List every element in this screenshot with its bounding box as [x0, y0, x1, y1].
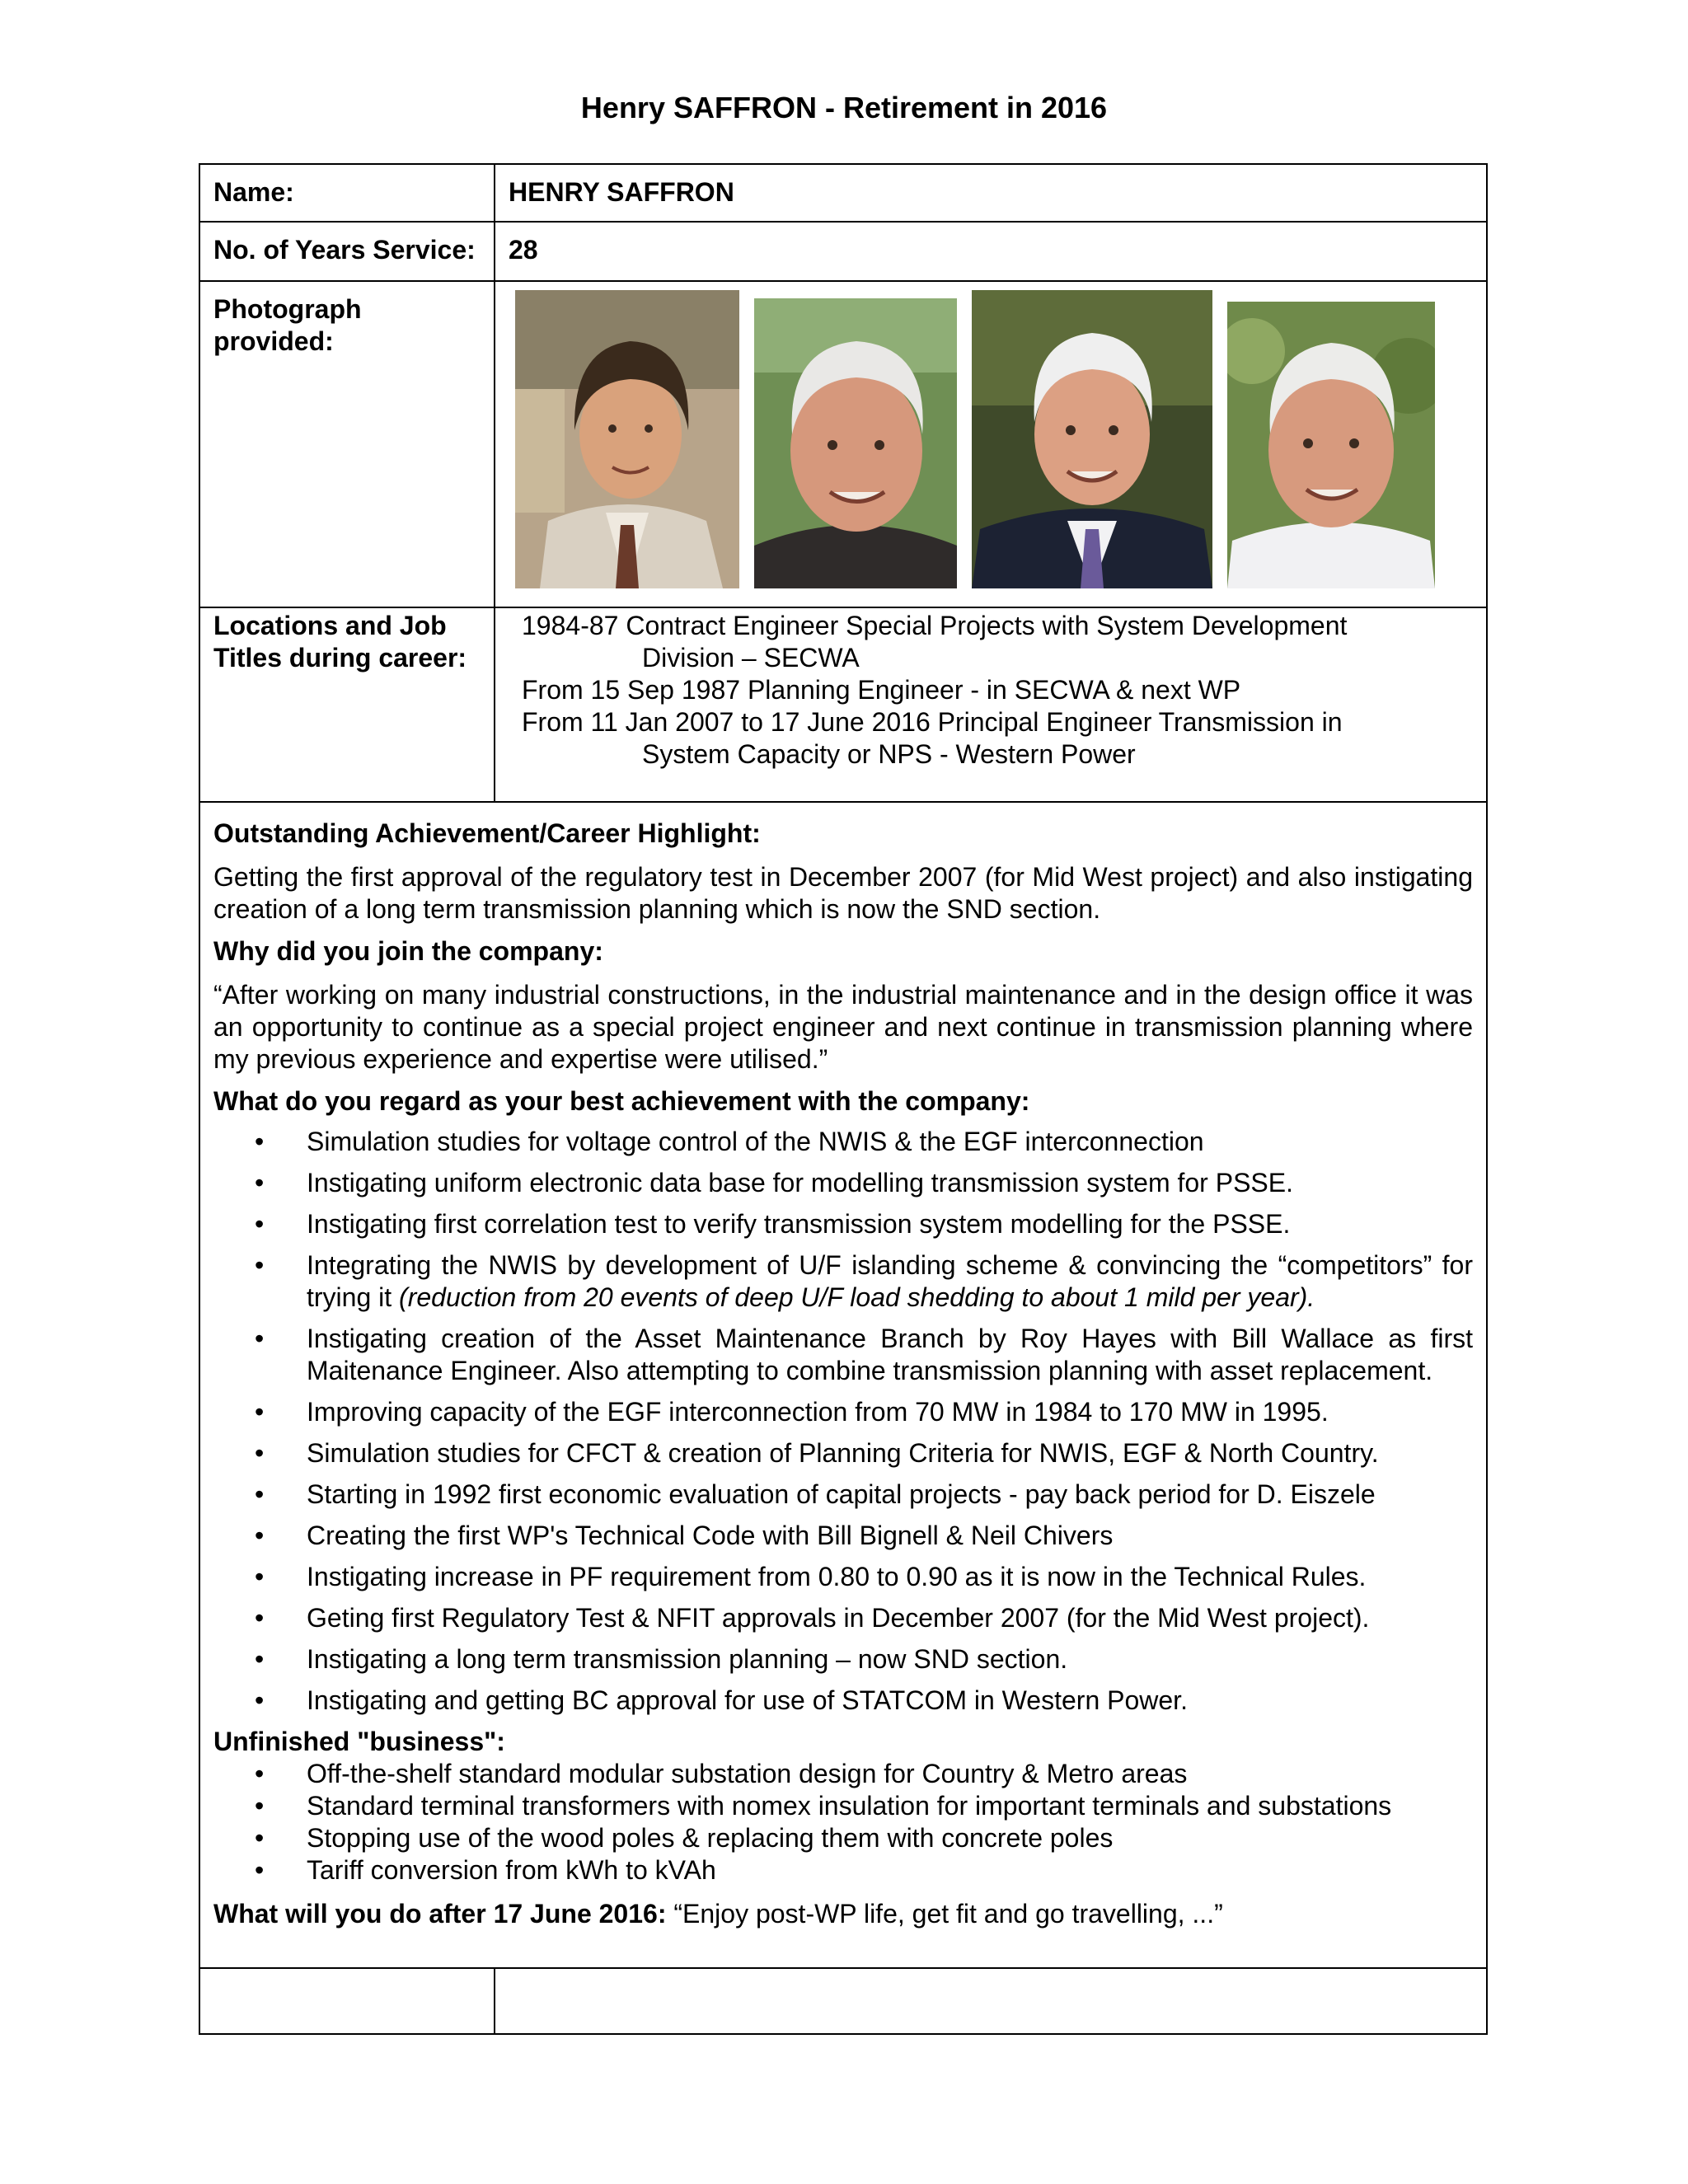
- page-title: Henry SAFFRON - Retirement in 2016: [580, 91, 1108, 124]
- list-item: • Instigating creation of the Asset Maintenance Branch by Roy Hayes with Bill Wallace as first Maitenance Engineer. Also attempting to combine transmission planning with asset replacement.: [213, 1323, 1473, 1387]
- list-item: • Off-the-shelf standard modular substation design for Country & Metro areas: [213, 1758, 1473, 1790]
- after-label: What will you do after 17 June 2016:: [213, 1899, 667, 1929]
- empty-cell-left: [199, 1968, 495, 2034]
- location-line: 1984-87 Contract Engineer Special Projects with System Development: [522, 611, 1348, 640]
- locations-value: [495, 607, 1487, 802]
- portrait-photo-3: [972, 290, 1212, 588]
- unfinished-list: [213, 1758, 1473, 1886]
- years-label: No. of Years Service:: [199, 222, 495, 281]
- location-line: From 11 Jan 2007 to 17 June 2016 Principal Engineer Transmission in: [522, 707, 1343, 737]
- list-item: • Geting first Regulatory Test & NFIT approvals in December 2007 (for the Mid West project).: [213, 1602, 1473, 1634]
- list-item: • Instigating first correlation test to verify transmission system modelling for the PSSE.: [213, 1208, 1473, 1240]
- name-value: HENRY SAFFRON: [495, 164, 1487, 222]
- unfinished-heading: Unfinished "business":: [213, 1727, 505, 1756]
- locations-row: [199, 607, 1487, 802]
- location-line: From 15 Sep 1987 Planning Engineer - in SECWA & next WP: [522, 675, 1241, 705]
- highlight-heading: Outstanding Achievement/Career Highlight:: [213, 818, 761, 848]
- best-heading: What do you regard as your best achievement with the company:: [213, 1086, 1030, 1116]
- list-item: • Instigating a long term transmission planning – now SND section.: [213, 1643, 1473, 1675]
- photo-cell: [495, 281, 1487, 607]
- location-line: System Capacity or NPS - Western Power: [642, 739, 1136, 769]
- locations-label-line-1: Locations and Job: [213, 611, 447, 640]
- photo-strip: [515, 290, 1473, 588]
- why-heading: Why did you join the company:: [213, 936, 603, 966]
- best-achievements-list: [213, 1126, 1473, 1717]
- after-text: “Enjoy post-WP life, get fit and go travelling, ...”: [666, 1899, 1223, 1929]
- locations-label: [199, 607, 495, 802]
- list-item-italic-note: (reduction from 20 events of deep U/F load shedding to about 1 mild per year).: [399, 1282, 1315, 1312]
- list-item: • Simulation studies for CFCT & creation of Planning Criteria for NWIS, EGF & North Country.: [213, 1437, 1473, 1469]
- highlight-text: Getting the first approval of the regulatory test in December 2007 (for Mid West project) and also instigating creation of a long term transmission planning which is now the SND section.: [213, 862, 1473, 924]
- location-line: Division – SECWA: [642, 643, 860, 673]
- list-item: • Instigating uniform electronic data base for modelling transmission system for PSSE.: [213, 1167, 1473, 1199]
- list-item: • Improving capacity of the EGF interconnection from 70 MW in 1984 to 170 MW in 1995.: [213, 1396, 1473, 1428]
- list-item: • Instigating increase in PF requirement from 0.80 to 0.90 as it is now in the Technical Rules.: [213, 1561, 1473, 1593]
- retirement-form-table: [199, 163, 1488, 2035]
- list-item: • Standard terminal transformers with nomex insulation for important terminals and substations: [213, 1790, 1473, 1822]
- list-item-text: Integrating the NWIS by development of U/F islanding scheme & convincing the “competitors” for trying it: [307, 1250, 1473, 1312]
- name-label: Name:: [199, 164, 495, 222]
- after-retirement: [213, 1898, 1473, 1930]
- list-item: • Simulation studies for voltage control of the NWIS & the EGF interconnection: [213, 1126, 1473, 1158]
- empty-row: [199, 1968, 1487, 2034]
- portrait-photo-1: [515, 290, 739, 588]
- empty-cell-right: [495, 1968, 1487, 2034]
- why-text: “After working on many industrial constructions, in the industrial maintenance and in the design office it was an opportunity to continue as a special project engineer and next continue in transmission planning where my previous experience and expertise were utilised.”: [213, 980, 1473, 1074]
- details-cell: [199, 802, 1487, 1968]
- list-item: • Tariff conversion from kWh to kVAh: [213, 1854, 1473, 1886]
- list-item: • Stopping use of the wood poles & replacing them with concrete poles: [213, 1822, 1473, 1854]
- portrait-photo-4: [1227, 302, 1435, 588]
- list-item: • Instigating and getting BC approval for use of STATCOM in Western Power.: [213, 1685, 1473, 1717]
- list-item: [213, 1249, 1473, 1314]
- photo-label: Photograph provided:: [199, 281, 495, 607]
- list-item: • Creating the first WP's Technical Code with Bill Bignell & Neil Chivers: [213, 1520, 1473, 1552]
- details-row: [199, 802, 1487, 1968]
- years-value: 28: [495, 222, 1487, 281]
- list-item: • Starting in 1992 first economic evaluation of capital projects - pay back period for D. Eiszele: [213, 1479, 1473, 1511]
- name-row: [199, 164, 1487, 222]
- locations-label-line-2: Titles during career:: [213, 643, 467, 673]
- portrait-photo-2: [754, 298, 957, 588]
- photo-row: [199, 281, 1487, 607]
- years-row: [199, 222, 1487, 281]
